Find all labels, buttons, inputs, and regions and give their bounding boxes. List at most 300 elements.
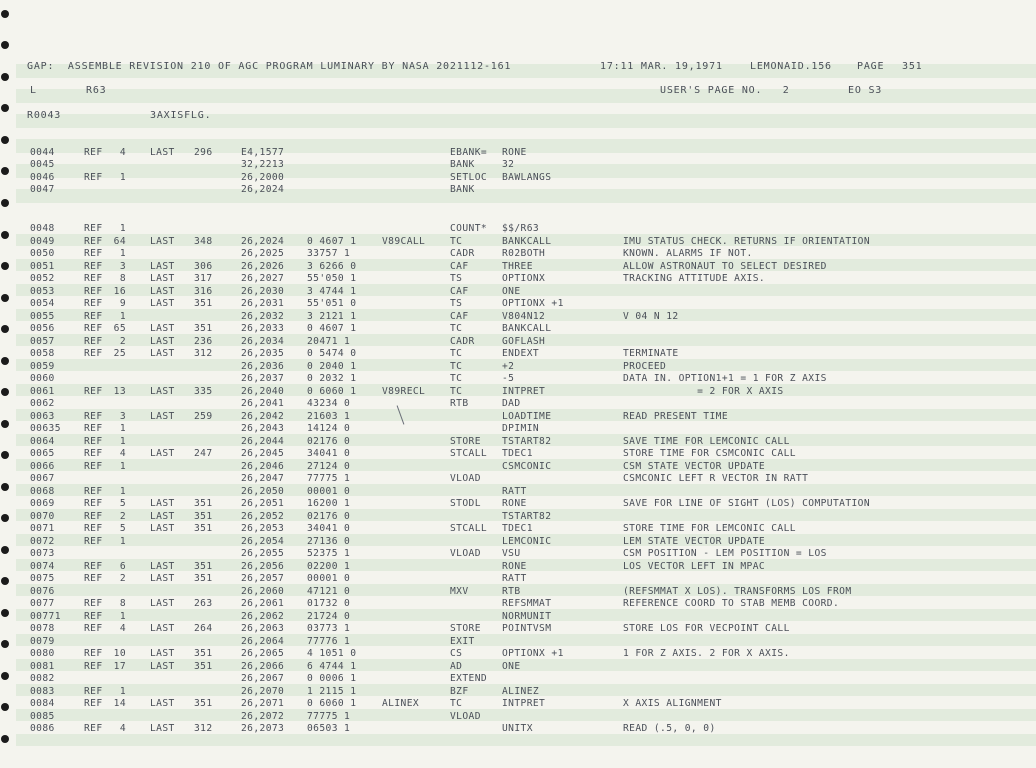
octal-code: 4 1051 0 [307, 648, 357, 659]
opcode: BANK [450, 183, 475, 195]
octal-code: 21724 0 [307, 610, 351, 622]
line-number: 00771 [30, 610, 61, 622]
operand: $$/R63 [502, 223, 540, 234]
line-number: 0076 [30, 585, 55, 597]
address: 26,2066 [241, 660, 285, 672]
address: 26,2035 [241, 348, 285, 359]
ref-marker: REF [84, 523, 103, 534]
ref-count: 1 [119, 535, 126, 547]
ref-marker: REF [84, 623, 103, 634]
address: 26,2073 [241, 723, 285, 734]
address: 26,2034 [241, 335, 285, 347]
label: ALINEX [382, 698, 420, 709]
address: 26,2070 [241, 685, 285, 697]
opcode: BZF [450, 685, 469, 697]
listing-row [0, 647, 1036, 660]
ref-count: 2 [119, 335, 126, 347]
comment: ALLOW ASTRONAUT TO SELECT DESIRED [623, 260, 827, 272]
comment: STORE TIME FOR CSMCONIC CALL [623, 448, 796, 459]
listing-row [0, 347, 1036, 360]
address: 26,2041 [241, 398, 285, 409]
opcode: EXIT [450, 635, 475, 647]
octal-code: 43234 0 [307, 398, 351, 409]
opcode: BANK [450, 159, 475, 171]
line-number: 0055 [30, 310, 55, 322]
ref-marker: REF [84, 248, 103, 259]
octal-code: 0 4607 1 [307, 235, 357, 247]
comment: TERMINATE [623, 348, 679, 359]
opcode: CAF [450, 310, 469, 322]
line-number: 0050 [30, 248, 55, 259]
comment: 1 FOR Z AXIS. 2 FOR X AXIS. [623, 648, 790, 659]
ref-count: 65 [113, 323, 126, 334]
line-number: 0067 [30, 473, 55, 484]
listing-row [0, 472, 1036, 485]
address: 26,2040 [241, 385, 285, 397]
ref-count: 1 [119, 610, 126, 622]
comment: SAVE FOR LINE OF SIGHT (LOS) COMPUTATION [623, 498, 871, 509]
listing-row [0, 447, 1036, 460]
address: 26,2044 [241, 435, 285, 447]
octal-code: 47121 0 [307, 585, 351, 597]
operand: CSMCONIC [502, 460, 552, 472]
listing-row [0, 360, 1036, 373]
octal-code: 21603 1 [307, 410, 351, 422]
address: 26,2031 [241, 298, 285, 309]
ref-marker: REF [84, 335, 103, 347]
comment: READ PRESENT TIME [623, 410, 728, 422]
ref-count: 25 [113, 348, 126, 359]
ref-count: 4 [119, 448, 126, 459]
ref-marker: REF [84, 298, 103, 309]
last-marker: LAST [150, 573, 175, 584]
opcode: TC [450, 235, 463, 247]
address: 26,2064 [241, 635, 285, 647]
comment: SAVE TIME FOR LEMCONIC CALL [623, 435, 790, 447]
last-page: 312 [194, 723, 213, 734]
address: 26,2043 [241, 423, 285, 434]
opcode: TC [450, 360, 463, 372]
address: 26,2045 [241, 448, 285, 459]
line-number: 0062 [30, 398, 55, 409]
ref-count: 1 [119, 485, 126, 497]
comment: (REFSMMAT X LOS). TRANSFORMS LOS FROM [623, 585, 852, 597]
address: 26,2042 [241, 410, 285, 422]
last-marker: LAST [150, 285, 175, 297]
last-marker: LAST [150, 523, 175, 534]
line-number: 0071 [30, 523, 55, 534]
line-number: 0073 [30, 548, 55, 559]
address: 26,2062 [241, 610, 285, 622]
operand: BAWLANGS [502, 171, 552, 183]
ref-marker: REF [84, 385, 103, 397]
ref-count: 14 [113, 698, 126, 709]
listing-row [0, 247, 1036, 260]
greenbar-stripe [16, 734, 1036, 746]
operand: LEMCONIC [502, 535, 552, 547]
octal-code: 77776 1 [307, 635, 351, 647]
last-page: 351 [194, 523, 213, 534]
listing-row [0, 672, 1036, 685]
octal-code: 14124 0 [307, 423, 351, 434]
routine-name: R63 [86, 85, 107, 96]
ref-marker: REF [84, 171, 103, 183]
ref-count: 13 [113, 385, 126, 397]
assembly-title: GAP: ASSEMBLE REVISION 210 OF AGC PROGRAM LUMINARY BY NASA 2021112-161 [27, 61, 512, 72]
octal-code: 16200 1 [307, 498, 351, 509]
octal-code: 02200 1 [307, 560, 351, 572]
last-page: 351 [194, 323, 213, 334]
ref-count: 5 [119, 498, 126, 509]
listing-row [0, 272, 1036, 285]
eo-code: EO S3 [848, 85, 883, 96]
ref-count: 5 [119, 523, 126, 534]
address: 26,2037 [241, 373, 285, 384]
address: 26,2055 [241, 548, 285, 559]
ref-marker: REF [84, 485, 103, 497]
last-page: 351 [194, 660, 213, 672]
octal-code: 02176 0 [307, 435, 351, 447]
ref-count: 8 [119, 598, 126, 609]
octal-code: 0 4607 1 [307, 323, 357, 334]
operand: OPTIONX +1 [502, 648, 564, 659]
operand: TSTART82 [502, 435, 552, 447]
listing-row [0, 460, 1036, 473]
last-marker: LAST [150, 448, 175, 459]
last-marker: LAST [150, 273, 175, 284]
opcode: CADR [450, 335, 475, 347]
ref-marker: REF [84, 598, 103, 609]
address: 26,2036 [241, 360, 285, 372]
listing-header [0, 60, 1036, 73]
comment: CSM STATE VECTOR UPDATE [623, 460, 766, 472]
feed-hole [1, 41, 9, 49]
listing-row [0, 497, 1036, 510]
users-page: USER'S PAGE NO. 2 [660, 85, 790, 96]
operand: V804N12 [502, 310, 546, 322]
line-number: 0048 [30, 223, 55, 234]
octal-code: 34041 0 [307, 523, 351, 534]
line-number: 0065 [30, 448, 55, 459]
listing-row [0, 535, 1036, 548]
page-number: 351 [902, 61, 923, 72]
address: 26,2026 [241, 260, 285, 272]
listing-row [0, 547, 1036, 560]
address: 26,2052 [241, 510, 285, 522]
operand: R02BOTH [502, 248, 546, 259]
operand: RATT [502, 485, 527, 497]
ref-marker: REF [84, 460, 103, 472]
listing-row [0, 158, 1036, 171]
opcode: EBANK= [450, 147, 488, 158]
last-marker: LAST [150, 560, 175, 572]
ref-marker: REF [84, 273, 103, 284]
octal-code: 0 2040 1 [307, 360, 357, 372]
ref-count: 17 [113, 660, 126, 672]
line-number: 0083 [30, 685, 55, 697]
opcode: SETLOC [450, 171, 488, 183]
ref-count: 8 [119, 273, 126, 284]
address: 26,2032 [241, 310, 285, 322]
ref-marker: REF [84, 310, 103, 322]
last-marker: LAST [150, 410, 175, 422]
listing-row [0, 322, 1036, 335]
ref-marker: REF [84, 510, 103, 522]
opcode: VLOAD [450, 473, 481, 484]
last-marker: LAST [150, 510, 175, 522]
line-number: 0051 [30, 260, 55, 272]
last-marker: LAST [150, 498, 175, 509]
ref-marker: REF [84, 660, 103, 672]
line-number: 0080 [30, 648, 55, 659]
last-marker: LAST [150, 348, 175, 359]
operand: VSU [502, 548, 521, 559]
line-number: 00635 [30, 423, 61, 434]
operand: LOADTIME [502, 410, 552, 422]
ref-count: 1 [119, 435, 126, 447]
octal-code: 20471 1 [307, 335, 351, 347]
opcode: TS [450, 273, 463, 284]
listing-row [0, 722, 1036, 735]
opcode: EXTEND [450, 673, 488, 684]
section-header [0, 109, 1036, 122]
opcode: CADR [450, 248, 475, 259]
line-number: 0068 [30, 485, 55, 497]
octal-code: 3 2121 1 [307, 310, 357, 322]
line-number: 0069 [30, 498, 55, 509]
listing-row [0, 572, 1036, 585]
ref-count: 1 [119, 460, 126, 472]
ref-count: 9 [119, 298, 126, 309]
listing-row [0, 697, 1036, 710]
address: 26,2067 [241, 673, 285, 684]
octal-code: 34041 0 [307, 448, 351, 459]
ref-count: 6 [119, 560, 126, 572]
comment: READ (.5, 0, 0) [623, 723, 716, 734]
ref-marker: REF [84, 410, 103, 422]
octal-code: 55'051 0 [307, 298, 357, 309]
address: 26,2071 [241, 698, 285, 709]
last-page: 351 [194, 698, 213, 709]
listing-row [0, 522, 1036, 535]
octal-code: 02176 0 [307, 510, 351, 522]
listing-row [0, 685, 1036, 698]
page-label: PAGE [857, 61, 885, 72]
line-number: 0052 [30, 273, 55, 284]
comment: CSMCONIC LEFT R VECTOR IN RATT [623, 473, 809, 484]
last-page: 296 [194, 147, 213, 158]
opcode: MXV [450, 585, 469, 597]
listing-row [0, 385, 1036, 398]
last-page: 259 [194, 410, 213, 422]
listing-row [0, 510, 1036, 523]
address: 26,2025 [241, 248, 285, 259]
ref-count: 16 [113, 285, 126, 297]
octal-code: 0 6060 1 [307, 385, 357, 397]
listing-row [0, 310, 1036, 323]
opcode: TS [450, 298, 463, 309]
operand: REFSMMAT [502, 598, 552, 609]
opcode: TC [450, 698, 463, 709]
last-marker: LAST [150, 623, 175, 634]
ref-marker: REF [84, 435, 103, 447]
octal-code: 77775 1 [307, 473, 351, 484]
last-marker: LAST [150, 260, 175, 272]
line-number: 0045 [30, 159, 55, 171]
comment: REFERENCE COORD TO STAB MEMB COORD. [623, 598, 840, 609]
ref-marker: REF [84, 723, 103, 734]
operand: NORMUNIT [502, 610, 552, 622]
comment: PROCEED [623, 360, 667, 372]
listing-row [0, 285, 1036, 298]
opcode: STCALL [450, 448, 488, 459]
listing-row [0, 422, 1036, 435]
ref-marker: REF [84, 648, 103, 659]
ref-marker: REF [84, 147, 103, 158]
operand: 32 [502, 159, 515, 171]
last-page: 335 [194, 385, 213, 397]
operand: INTPRET [502, 385, 546, 397]
operand: POINTVSM [502, 623, 552, 634]
operand: BANKCALL [502, 323, 552, 334]
listing-row [0, 260, 1036, 273]
address: 26,2072 [241, 710, 285, 722]
ref-count: 4 [119, 623, 126, 634]
address: 26,2027 [241, 273, 285, 284]
ref-count: 10 [113, 648, 126, 659]
ref-marker: REF [84, 235, 103, 247]
opcode: TC [450, 373, 463, 384]
octal-code: 01732 0 [307, 598, 351, 609]
address: 26,2000 [241, 171, 285, 183]
operand: ENDEXT [502, 348, 540, 359]
octal-code: 0 0006 1 [307, 673, 357, 684]
address: 26,2054 [241, 535, 285, 547]
listing-row [0, 222, 1036, 235]
line-number: 0057 [30, 335, 55, 347]
listing-row [0, 710, 1036, 723]
last-marker: LAST [150, 235, 175, 247]
ref-marker: REF [84, 498, 103, 509]
octal-code: 00001 0 [307, 485, 351, 497]
feed-hole [1, 10, 9, 18]
operand: ALINEZ [502, 685, 540, 697]
opcode: STCALL [450, 523, 488, 534]
octal-code: 52375 1 [307, 548, 351, 559]
operand: TDEC1 [502, 448, 533, 459]
comment: KNOWN. ALARMS IF NOT. [623, 248, 753, 259]
ref-marker: REF [84, 535, 103, 547]
last-marker: LAST [150, 335, 175, 347]
listing-name: LEMONAID.156 [750, 61, 832, 72]
last-marker: LAST [150, 385, 175, 397]
comment: X AXIS ALIGNMENT [623, 698, 722, 709]
last-page: 351 [194, 498, 213, 509]
ref-marker: REF [84, 448, 103, 459]
opcode: COUNT* [450, 223, 488, 234]
listing-row [0, 435, 1036, 448]
line-number: 0058 [30, 348, 55, 359]
operand: -5 [502, 373, 515, 384]
line-number: 0074 [30, 560, 55, 572]
address: 26,2030 [241, 285, 285, 297]
print-timestamp: 17:11 MAR. 19,1971 [600, 61, 723, 72]
line-number: 0044 [30, 147, 55, 158]
comment: STORE LOS FOR VECPOINT CALL [623, 623, 790, 634]
line-number: 0075 [30, 573, 55, 584]
line-number: 0056 [30, 323, 55, 334]
feed-hole [1, 735, 9, 743]
last-page: 351 [194, 510, 213, 522]
listing-row [0, 235, 1036, 248]
comment: IMU STATUS CHECK. RETURNS IF ORIENTATION [623, 235, 871, 247]
operand: GOFLASH [502, 335, 546, 347]
ref-marker: REF [84, 323, 103, 334]
opcode: CAF [450, 260, 469, 272]
line-number: 0079 [30, 635, 55, 647]
last-marker: LAST [150, 660, 175, 672]
line-number: 0085 [30, 710, 55, 722]
ref-marker: REF [84, 348, 103, 359]
last-marker: LAST [150, 723, 175, 734]
address: 26,2063 [241, 623, 285, 634]
line-number: 0081 [30, 660, 55, 672]
operand: OPTIONX [502, 273, 546, 284]
operand: UNITX [502, 723, 533, 734]
line-number: 0078 [30, 623, 55, 634]
last-marker: LAST [150, 648, 175, 659]
opcode: TC [450, 323, 463, 334]
ref-marker: REF [84, 685, 103, 697]
listing-row [0, 183, 1036, 196]
listing-row [0, 635, 1036, 648]
address: 26,2065 [241, 648, 285, 659]
listing-row [0, 297, 1036, 310]
label: V89RECL [382, 385, 426, 397]
line-number: 0054 [30, 298, 55, 309]
ref-count: 64 [113, 235, 126, 247]
octal-code: 0 6060 1 [307, 698, 357, 709]
listing-row [0, 597, 1036, 610]
label: V89CALL [382, 235, 426, 247]
line-number: 0063 [30, 410, 55, 422]
line-number: 0066 [30, 460, 55, 472]
octal-code: 6 4744 1 [307, 660, 357, 672]
opcode: CS [450, 648, 463, 659]
operand: RATT [502, 573, 527, 584]
ref-count: 1 [119, 423, 126, 434]
listing-row [0, 335, 1036, 348]
operand: RONE [502, 498, 527, 509]
listing-row [0, 397, 1036, 410]
last-marker: LAST [150, 323, 175, 334]
last-page: 264 [194, 623, 213, 634]
ref-count: 4 [119, 147, 126, 158]
ref-count: 2 [119, 573, 126, 584]
operand: ONE [502, 660, 521, 672]
octal-code: 55'050 1 [307, 273, 357, 284]
operand: RONE [502, 147, 527, 158]
line-number: 0061 [30, 385, 55, 397]
opcode: VLOAD [450, 548, 481, 559]
octal-code: 1 2115 1 [307, 685, 357, 697]
line-number: 0060 [30, 373, 55, 384]
comment: TRACKING ATTITUDE AXIS. [623, 273, 766, 284]
ref-marker: REF [84, 223, 103, 234]
ref-marker: REF [84, 573, 103, 584]
ref-marker: REF [84, 423, 103, 434]
comment: STORE TIME FOR LEMCONIC CALL [623, 523, 796, 534]
